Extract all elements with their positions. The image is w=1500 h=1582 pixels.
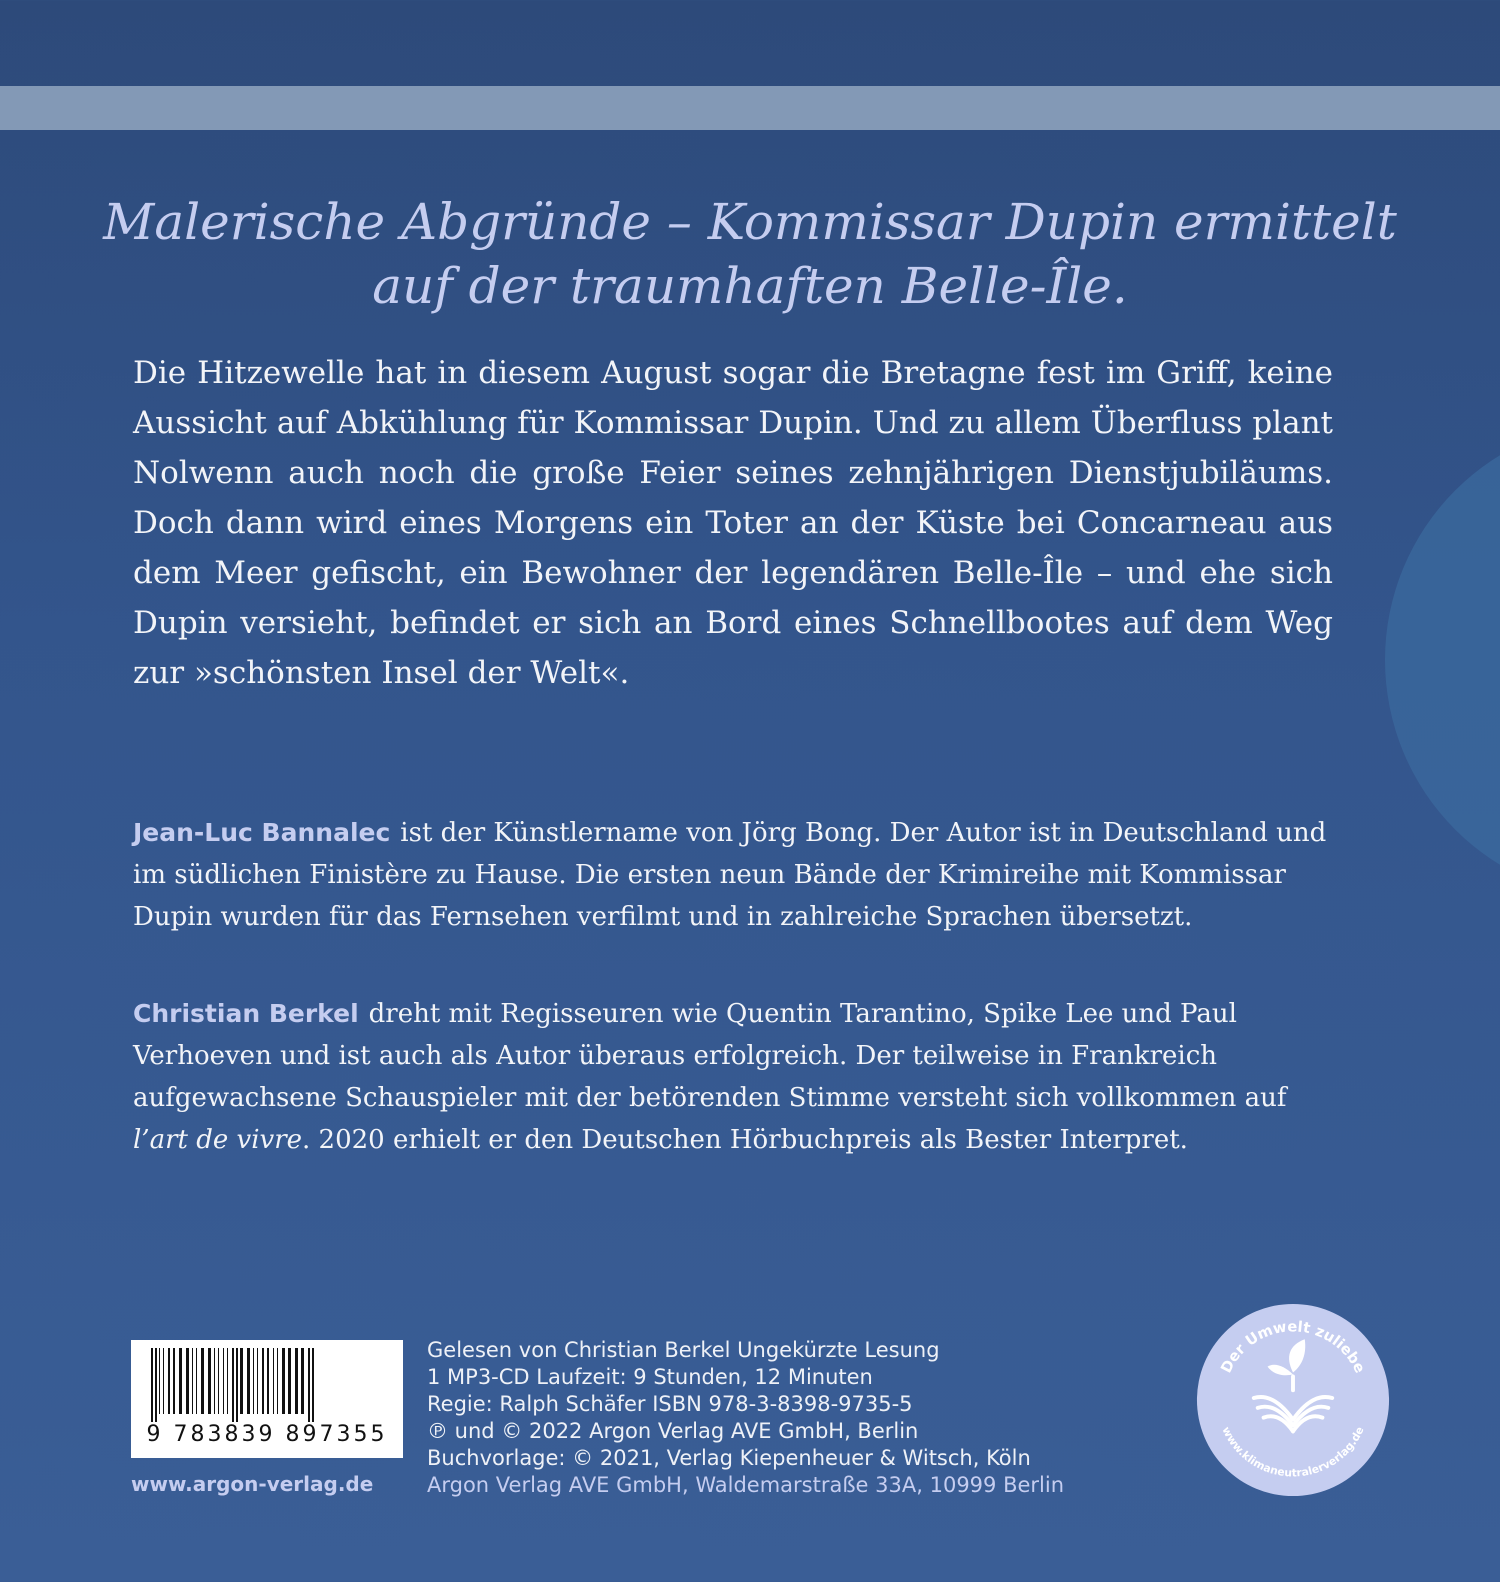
reader-bio <box>133 993 1348 1161</box>
tagline-line-1: Malerische Abgründe – Kommissar Dupin ermittelt <box>103 193 1397 251</box>
eco-badge-bottom-text: www.klimaneutralerverlag.de <box>1219 1424 1367 1480</box>
eco-badge <box>1195 1302 1391 1498</box>
barcode-bar <box>232 1348 234 1422</box>
barcode-bar <box>201 1348 204 1414</box>
tagline <box>100 190 1400 318</box>
barcode-bar <box>218 1348 219 1414</box>
barcode-bar <box>312 1348 314 1422</box>
barcode-bar <box>301 1348 304 1414</box>
barcode-bar <box>282 1348 285 1414</box>
credits-line-source: Buchvorlage: © 2021, Verlag Kiepenheuer & Witsch, Köln <box>427 1446 1031 1470</box>
credits-line-copyright: ℗ und © 2022 Argon Verlag AVE GmbH, Berlin <box>427 1419 919 1443</box>
reader-name: Christian Berkel <box>133 999 359 1028</box>
barcode-bar <box>273 1348 274 1414</box>
barcode-bar <box>267 1348 269 1414</box>
author-bio <box>133 812 1348 938</box>
barcode-bar <box>208 1348 211 1414</box>
barcode-bar <box>163 1348 164 1414</box>
barcode-bar <box>247 1348 250 1414</box>
credits-line-address: Argon Verlag AVE GmbH, Waldemarstraße 33A, 10999 Berlin <box>427 1473 1065 1497</box>
decorative-circle <box>1385 420 1500 900</box>
barcode-bar <box>288 1348 291 1414</box>
barcode-bar <box>262 1348 264 1414</box>
barcode-bar <box>168 1348 170 1414</box>
reader-bio-italic: l’art de vivre <box>133 1125 303 1155</box>
top-strip <box>0 86 1500 130</box>
publisher-url[interactable]: www.argon-verlag.de <box>131 1472 374 1496</box>
author-bio-text: ist der Künstlername von Jörg Bong. Der Autor ist in Deutschland und im südlichen Finistère zu Hause. Die ersten neun Bände der Krimireihe mit Kommissar Dupin wurden für das Fernsehen verfilmt und in zahlreiche Sprachen übersetzt. <box>133 818 1327 932</box>
credits-block <box>427 1337 1187 1499</box>
credits-line-runtime: 1 MP3-CD Laufzeit: 9 Stunden, 12 Minuten <box>427 1365 873 1389</box>
author-name: Jean-Luc Bannalec <box>133 818 391 847</box>
barcode-bar <box>173 1348 175 1414</box>
barcode-bar <box>159 1348 160 1414</box>
barcode-bar <box>179 1348 182 1414</box>
barcode-bar <box>214 1348 215 1414</box>
barcode-bar <box>223 1348 224 1414</box>
barcode-bar <box>240 1348 243 1414</box>
reader-bio-text-end: . 2020 erhielt er den Deutschen Hörbuchpreis als Bester Interpret. <box>302 1125 1188 1155</box>
credits-line-reader: Gelesen von Christian Berkel Ungekürzte Lesung <box>427 1338 940 1362</box>
barcode-bar <box>253 1348 254 1414</box>
barcode-bar <box>257 1348 258 1414</box>
barcode-bar <box>308 1348 310 1422</box>
barcode-bar <box>227 1348 228 1414</box>
reader-bio-text: dreht mit Regisseuren wie Quentin Tarantino, Spike Lee und Paul Verhoeven und ist auch als Autor überaus erfolgreich. Der teilweise in Frankreich aufgewachsene Schauspieler mit der betörenden Stimme versteht sich vollkommen auf <box>133 999 1287 1113</box>
barcode-bar <box>295 1348 298 1414</box>
barcode-bars <box>139 1348 395 1422</box>
barcode-bar <box>196 1348 197 1414</box>
barcode-bar <box>236 1348 238 1422</box>
tagline-line-2: auf der traumhaften Belle-Île. <box>372 257 1128 315</box>
barcode-bar <box>155 1348 157 1422</box>
blurb-text: Die Hitzewelle hat in diesem August sogar die Bretagne fest im Griff, keine Aussicht auf Abkühlung für Kommissar Dupin. Und zu allem Überfluss plant Nolwenn auch noch die große Feier seines zehnjährigen Dienstjubiläums. Doch dann wird eines Morgens ein Toter an der Küste bei Concarneau aus dem Meer gefischt, ein Bewohner der legendären Belle-Île – und ehe sich Dupin versieht, befindet er sich an Bord eines Schnellbootes auf dem Weg zur »schönsten Insel der Welt«. <box>133 355 1333 691</box>
barcode-digits: 9 783839 897355 <box>146 1422 388 1447</box>
eco-badge-top-text: Der Umwelt zuliebe <box>1217 1318 1369 1376</box>
credits-line-isbn: Regie: Ralph Schäfer ISBN 978-3-8398-9735-5 <box>427 1392 913 1416</box>
barcode <box>131 1340 403 1458</box>
barcode-bar <box>277 1348 278 1414</box>
barcode-bar <box>192 1348 193 1414</box>
barcode-bar <box>151 1348 153 1422</box>
barcode-bar <box>186 1348 189 1414</box>
